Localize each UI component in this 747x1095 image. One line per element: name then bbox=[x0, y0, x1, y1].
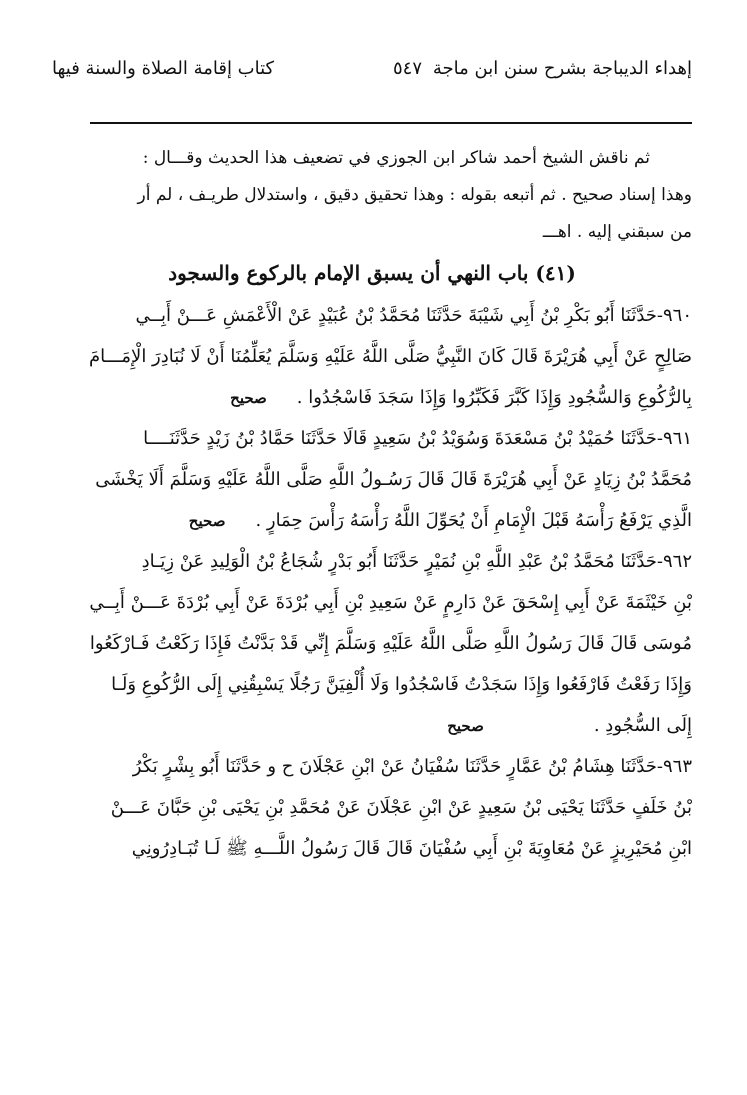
hadith-line: مُحَمَّدُ بْنُ زِيَادٍ عَنْ أَبِي هُرَيْرَةَ قَالَ قَالَ رَسُـولُ اللَّهِ صَلَّى اللَّهُ عَلَيْهِ وَسَلَّمَ أَلَا يَخْشَى bbox=[95, 469, 692, 490]
hadith-line bbox=[52, 377, 692, 418]
hadith-text: الَّذِي يَرْفَعُ رَأْسَهُ قَبْلَ الْإِمَامِ أَنْ يُحَوِّلَ اللَّهُ رَأْسَهُ رَأْسَ حِمَارٍ . bbox=[255, 510, 692, 531]
book-title: إهداء الديباجة بشرح سنن ابن ماجة bbox=[432, 58, 692, 79]
grade-label: صحيح bbox=[447, 717, 484, 735]
hadith-text: بِالرُّكُوعِ وَالسُّجُودِ وَإِذَا كَبَّرَ فَكَبِّرُوا وَإِذَا سَجَدَ فَاسْجُدُوا . bbox=[296, 387, 692, 408]
hadith-line bbox=[52, 500, 692, 541]
hadith-line: ٩٦٢-حَدَّثَنَا مُحَمَّدُ بْنُ عَبْدِ اللَّهِ بْنِ نُمَيْرٍ حَدَّثَنَا أَبُو بَدْرٍ شُجَاعُ بْنُ الْوَلِيدِ عَنْ زِيَـادِ bbox=[141, 551, 692, 572]
intro-line: من سبقني إليه . اهـــ bbox=[542, 222, 692, 242]
chapter-title: (٤١) باب النهي أن يسبق الإمام بالركوع والسجود bbox=[168, 261, 576, 285]
hadith-line: بْنُ خَلَفٍ حَدَّثَنَا يَحْيَى بْنُ سَعِيدٍ عَنْ ابْنِ عَجْلَانَ عَنْ مُحَمَّدِ بْنِ يَحْيَى بْنِ حَبَّانَ عَـــنْ bbox=[110, 797, 692, 818]
grade-label: صحيح bbox=[230, 389, 267, 407]
intro-line: ثم ناقش الشيخ أحمد شاكر ابن الجوزي في تضعيف هذا الحديث وقـــال : bbox=[142, 148, 650, 168]
hadith-block bbox=[52, 746, 692, 869]
intro-line: وهذا إسناد صحيح . ثم أتبعه بقوله : وهذا تحقيق دقيق ، واستدلال طريـف ، لم أر bbox=[137, 185, 692, 205]
hadith-block bbox=[52, 418, 692, 541]
grade-label: صحيح bbox=[188, 512, 226, 530]
hadith-text: إِلَى السُّجُودِ . bbox=[593, 715, 692, 736]
hadith-line: مُوسَى قَالَ قَالَ رَسُولُ اللَّهِ صَلَّى اللَّهُ عَلَيْهِ وَسَلَّمَ إِنِّي قَدْ بَدَّنْتُ فَإِذَا رَكَعْتُ فَـارْكَعُوا bbox=[89, 633, 692, 654]
header-divider bbox=[90, 122, 692, 124]
section-title: كتاب إقامة الصلاة والسنة فيها bbox=[52, 58, 275, 79]
hadith-line: ٩٦٣-حَدَّثَنَا هِشَامُ بْنُ عَمَّارٍ حَدَّثَنَا سُفْيَانُ عَنْ ابْنِ عَجْلَانَ ح و حَدَّثَنَا أَبُو بِشْرٍ بَكْرُ bbox=[132, 756, 692, 777]
page-number: ٥٤٧ bbox=[392, 58, 422, 79]
page-header bbox=[52, 52, 692, 86]
page-body bbox=[52, 140, 692, 869]
hadith-line: ابْنِ مُحَيْرِيزٍ عَنْ مُعَاوِيَةَ بْنِ أَبِي سُفْيَانَ قَالَ قَالَ رَسُولُ اللَّـــهِ ﷺ لَـا تُبَـادِرُونِي bbox=[131, 838, 692, 859]
hadith-block bbox=[52, 295, 692, 418]
hadith-line: ٩٦٠-حَدَّثَنَا أَبُو بَكْرِ بْنُ أَبِي شَيْبَةَ حَدَّثَنَا مُحَمَّدُ بْنُ عُبَيْدٍ عَنْ الْأَعْمَشِ عَـــنْ أَبِــي bbox=[135, 305, 692, 326]
hadith-line bbox=[52, 705, 692, 746]
hadith-block bbox=[52, 541, 692, 746]
hadith-line: بْنِ خَيْثَمَةَ عَنْ أَبِي إِسْحَقَ عَنْ دَارِمٍ عَنْ سَعِيدِ بْنِ أَبِي بُرْدَةَ عَنْ أَبِي بُرْدَةَ عَـــنْ أَبِــي bbox=[89, 592, 692, 613]
hadith-line: صَالِحٍ عَنْ أَبِي هُرَيْرَةَ قَالَ كَانَ النَّبِيُّ صَلَّى اللَّهُ عَلَيْهِ وَسَلَّمَ يُعَلِّمُنَا أَنْ لَا نُبَادِرَ الْإِمَـــامَ bbox=[88, 346, 692, 367]
hadith-line: ٩٦١-حَدَّثَنَا حُمَيْدُ بْنُ مَسْعَدَةَ وَسُوَيْدُ بْنُ سَعِيدٍ قَالَا حَدَّثَنَا حَمَّادُ بْنُ زَيْدٍ حَدَّثَنَــــا bbox=[143, 428, 692, 449]
hadith-line: وَإِذَا رَفَعْتُ فَارْفَعُوا وَإِذَا سَجَدْتُ فَاسْجُدُوا وَلَا أُلْفِيَنَّ رَجُلًا يَسْبِقُنِي إِلَى الرُّكُوعِ وَلَـا bbox=[111, 674, 692, 695]
